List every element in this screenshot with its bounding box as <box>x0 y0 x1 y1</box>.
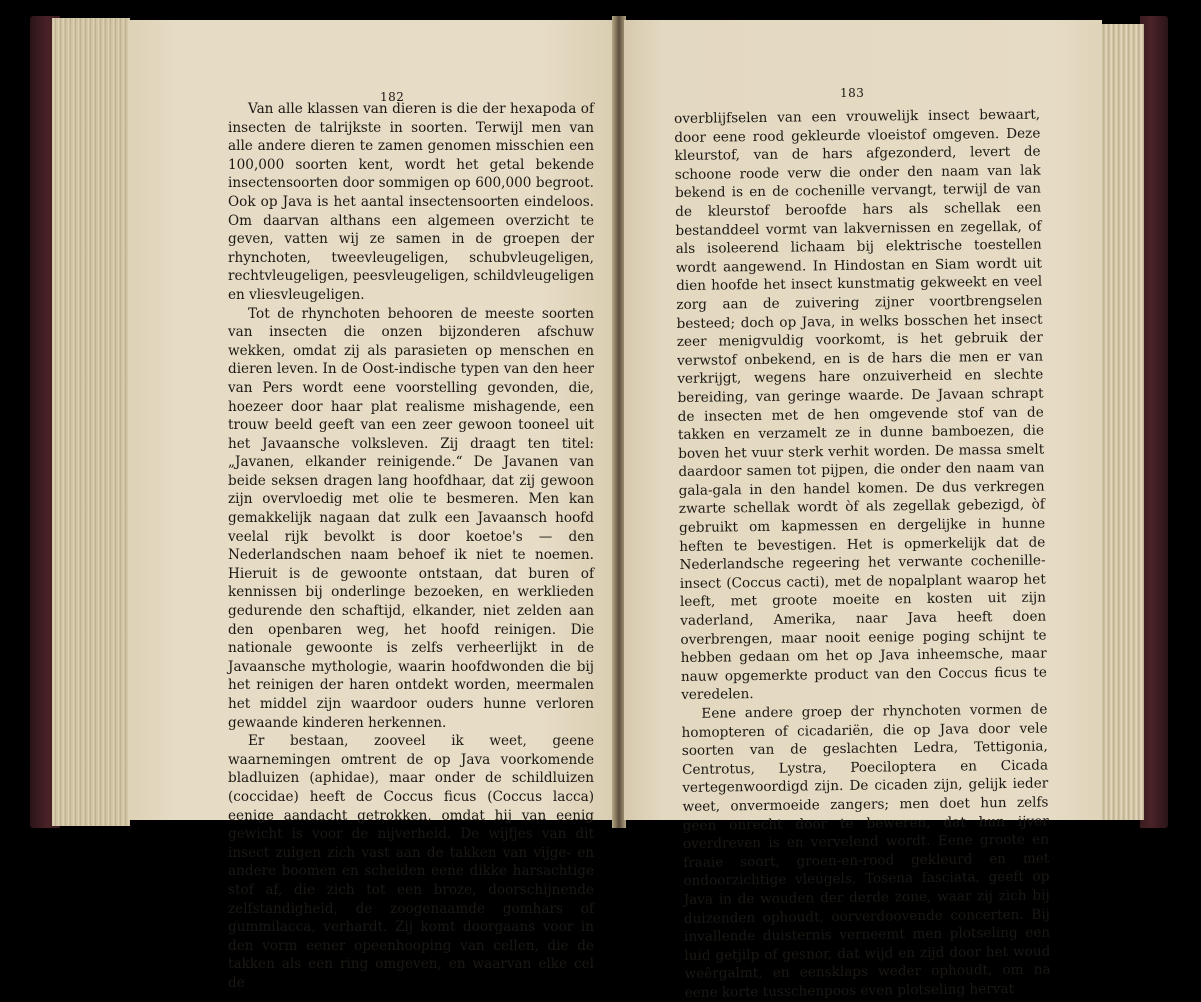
paragraph: Er bestaan, zooveel ik weet, geene waarnemingen omtrent de op Java voorkomende bladluizen (aphidae), maar onder de schildluizen (coccidae) heeft de Coccus ficus (Coccus lacca) eenige aandacht getrokken, omdat hij van eenig gewicht is voor de nijverheid. De wijfjes van dit insect zuigen zich vast aan de takken van vijge- en andere boomen en scheiden eene dikke harsachtige stof af, die zich tot een broze, doorschijnende zelfstandigheid, de zoogenaamde gomhars of gummilacca, verhardt. Zij komt doorgaans voor in den vorm eener opeenhooping van cellen, die de takken als een ring omgeven, en waarvan elke cel de <box>228 733 594 991</box>
page-number: 182 <box>380 90 405 104</box>
paragraph: Tot de rhynchoten behooren de meeste soorten van insecten die onzen bijzonderen afschuw wekken, omdat zij als parasieten op menschen en dieren leven. In de Oost-indische typen van den heer van Pers wordt eene voorstelling gevonden, die, hoezeer door haar plat realisme mishagende, een trouw beeld geeft van een zeer gewoon tooneel uit het Javaansche volksleven. Zij draagt ten titel: „Javanen, elkander reinigende.“ De Javanen van beide seksen dragen lang hoofdhaar, dat zij gewoon zijn overvloedig met olie te besmeren. Men kan gemakkelijk nagaan dat zulk een Javaansch hoofd veelal rijk bevolkt is door koetoe's — den Nederlandschen naam behoef ik niet te noemen. Hieruit is de gewoonte ontstaan, dat buren of kennissen bij onderlinge bezoeken, en werklieden gedurende den schaftijd, elkander, niet zelden aan den openbaren weg, het hoofd reinigen. Die nationale gewoonte is zelfs verheerlijkt in de Javaansche mythologie, waarin hoofdwonden die bij het reinigen der haren ontdekt worden, meermalen het middel zijn waardoor ouders hunne verloren gewaande kinderen herkennen. <box>228 305 594 731</box>
right-page <box>624 20 1102 1001</box>
page-number: 183 <box>840 86 865 100</box>
paragraph: Eene andere groep der rhynchoten vormen de homopteren of cicadariën, die op Java door vele soorten van de geslachten Ledra, Tettigonia, Centrotus, Lystra, Poeciloptera en Cicada vertegenwoordigd zijn. De cicaden zijn, gelijk ieder weet, onvermoeide zangers; men doet hun zelfs geen onrecht door te beweren, dat hun ijver overdreven is en vervelend wordt. Eene groote en fraaie soort, groen-en-rood gekleurd en met ondoorzichtige vleugels, Tosena fasciata, geeft op Java in de wouden der derde zone, waar zij zich bij duizenden ophoudt, oorverdoovende concerten. Bij invallende duisternis verneemt men plotseling een luid getjilp of gesnor, dat wijd en zijd door het woud weêrgalmt, en eensklaps weder ophoudt, om na eene korte tusschenpoos even plotseling hervat <box>681 701 1051 1001</box>
left-page <box>128 20 614 991</box>
body-text <box>228 100 594 993</box>
book-cover-right <box>1140 16 1168 828</box>
page-edges-right <box>1100 24 1144 820</box>
page-edges-left <box>52 18 130 826</box>
paragraph: overblijfselen van een vrouwelijk insect bewaart, door eene rood gekleurde vloeistof omgeven. Deze kleurstof, van de hars afgezonderd, levert de schoone roode verw die onder den naam van lak bekend is en de cochenille vervangt, terwijl de van de kleurstof beroofde hars als schellak een bestanddeel vormt van lakvernissen en zegellak, of als isoleerend lichaam bij elektrische toestellen wordt aangewend. In Hindostan en Siam wordt uit dien hoofde het insect kunstmatig gekweekt en veel zorg aan de zuivering zijner voortbrengselen besteed; doch op Java, in welks bosschen het insect zeer menigvuldig voorkomt, is het gebruik der verwstof onbekend, en is de hars die men er van verkrijgt, wegens hare onzuiverheid en slechte bereiding, van geringe waarde. De Javaan schrapt de insecten met de hen omgevende stof van de takken en verzamelt ze in dunne bamboezen, die boven het vuur sterk verhit worden. De massa smelt daardoor samen tot pijpen, die onder den naam van gala-gala in den handel komen. De dus verkregen zwarte schellak wordt òf als zegellak gebezigd, òf gebruikt om kapmessen en dergelijke in hunne heften te bevestigen. Het is opmerkelijk dat de Nederlandsche regeering het verwante cochenille-insect (Coccus cacti), met de nopalplant waarop het leeft, met groote moeite en kosten uit zijn vaderland, Amerika, naar Java heeft doen overbrengen, maar nooit eenige poging schijnt te hebben gedaan om het op Java inheemsche, maar nauw opgemerkte product van den Coccus ficus te veredelen. <box>674 106 1047 704</box>
paragraph: Van alle klassen van dieren is die der hexapoda of insecten de talrijkste in soorten. Terwijl men van alle andere dieren te zamen genomen misschien een 100,000 soorten kent, wordt het getal bekende insectensoorten door sommigen op 600,000 begroot. Ook op Java is het aantal insectensoorten eindeloos. Om daarvan althans een algemeen overzicht te geven, vatten wij ze samen in de groepen der rhynchoten, tweevleugeligen, schubvleugeligen, rechtvleugeligen, peesvleugeligen, schildvleugeligen en vliesvleugeligen. <box>228 101 594 303</box>
body-text <box>674 106 1051 1002</box>
